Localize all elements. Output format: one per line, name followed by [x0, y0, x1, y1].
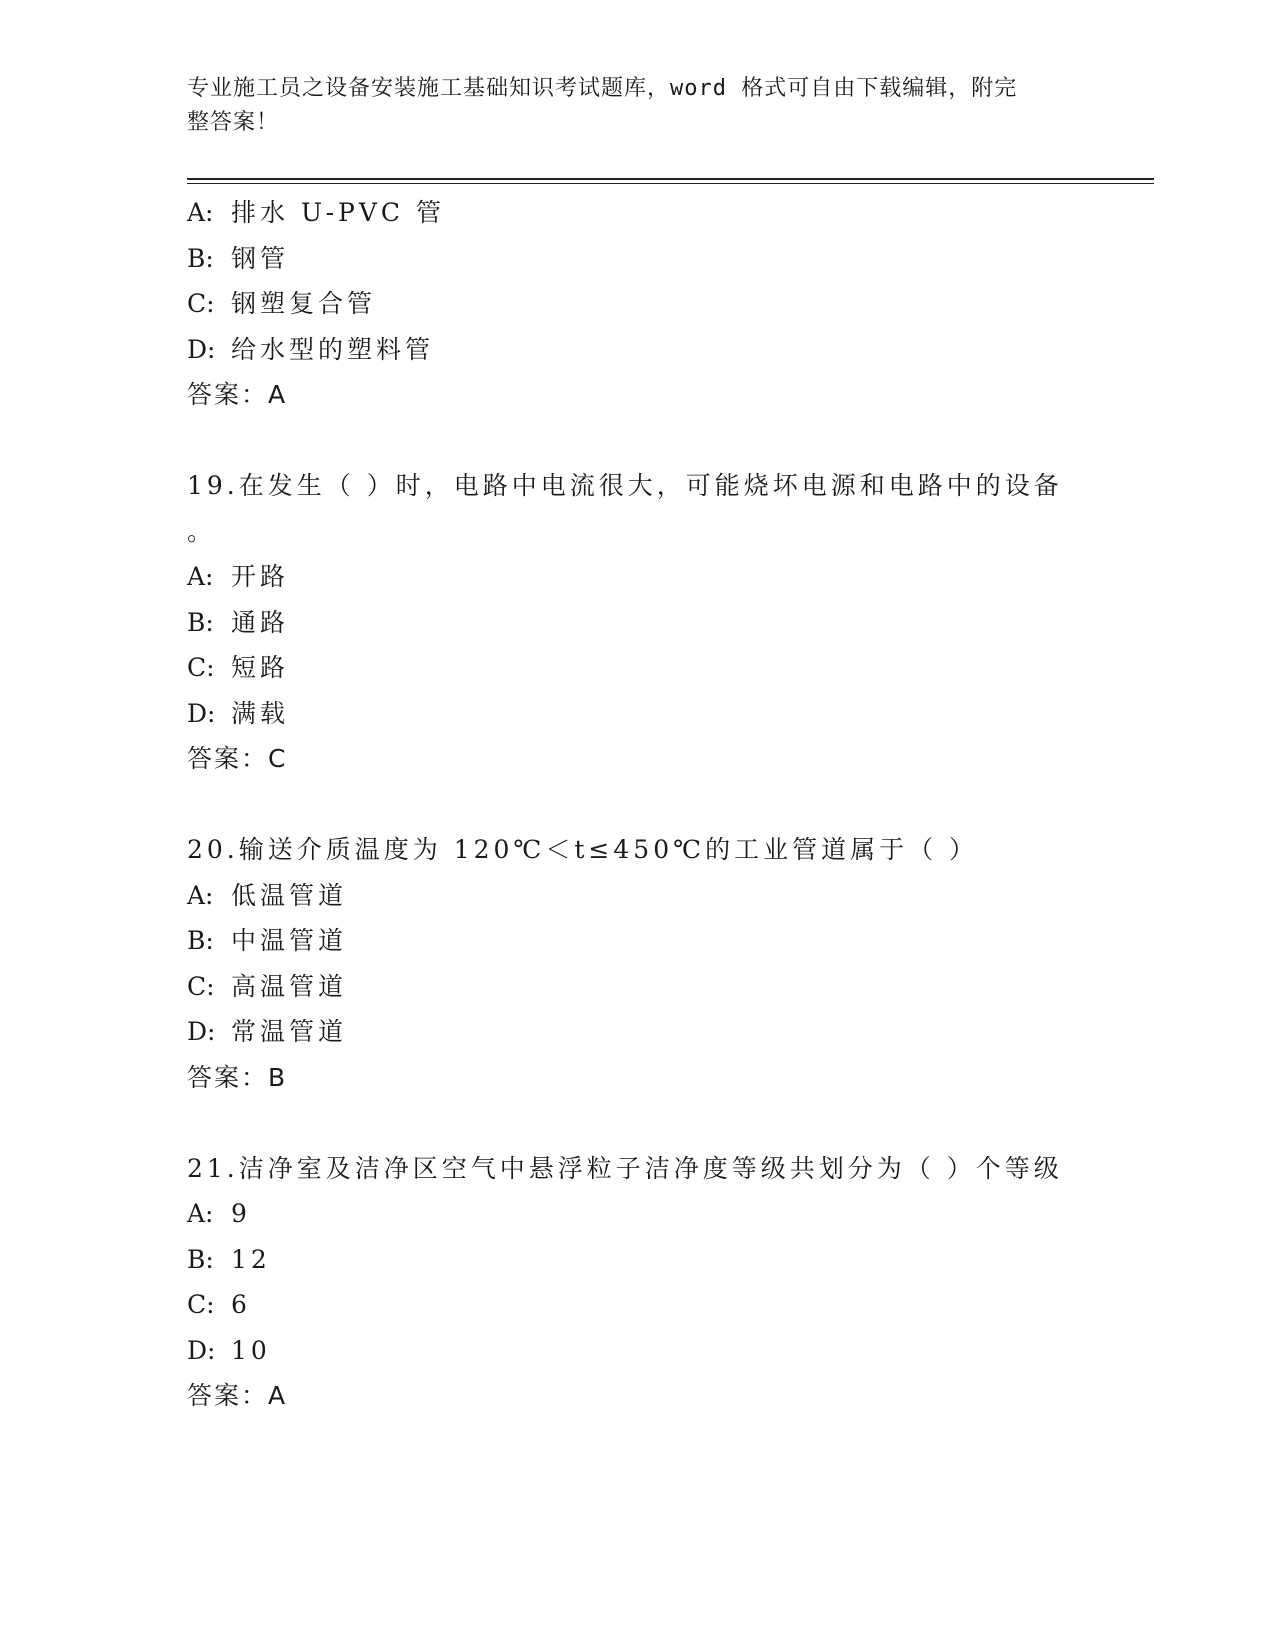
answer-line: 答案：C: [187, 744, 288, 773]
option-text: 钢塑复合管: [231, 289, 377, 318]
option-text: 高温管道: [231, 971, 348, 1001]
question-19: [187, 463, 1087, 782]
spacer: [187, 782, 1087, 828]
option-text: 满载: [231, 698, 290, 728]
option-text: 9: [231, 1199, 251, 1228]
question-21: [187, 1146, 1087, 1419]
option-letter: C:: [187, 289, 215, 318]
answer-line: 答案：B: [187, 1062, 288, 1092]
option-text: 开路: [231, 562, 290, 591]
option-letter: D:: [187, 334, 216, 364]
option-letter: B:: [187, 926, 214, 955]
option-text: 短路: [231, 653, 290, 682]
option-text: 6: [231, 1290, 251, 1319]
option-b: [187, 1237, 1087, 1283]
option-letter: B:: [187, 607, 214, 637]
option-b: [187, 600, 1087, 646]
header-divider: [187, 178, 1154, 184]
option-letter: C:: [187, 1290, 215, 1319]
question-18-options: [187, 190, 1087, 418]
option-text: 中温管道: [231, 926, 348, 955]
option-c: [187, 1282, 1087, 1328]
option-d: [187, 327, 1087, 373]
option-c: [187, 281, 1087, 327]
question-stem: 21.洁净室及洁净区空气中悬浮粒子洁净度等级共划分为（ ）个等级: [187, 1153, 1063, 1183]
option-letter: C:: [187, 653, 215, 682]
option-text: 10: [231, 1335, 271, 1365]
option-d: [187, 691, 1087, 737]
spacer: [187, 1100, 1087, 1146]
option-a: [187, 1191, 1087, 1237]
question-stem-continuation: 。: [187, 516, 213, 546]
option-a: [187, 190, 1087, 236]
option-c: [187, 964, 1087, 1010]
answer-line: 答案：A: [187, 380, 288, 409]
option-letter: B:: [187, 1244, 214, 1274]
option-text: 排水 U-PVC 管: [231, 198, 445, 227]
answer-line: 答案：A: [187, 1381, 288, 1410]
option-d: [187, 1009, 1087, 1055]
question-stem: 19.在发生（ ）时，电路中电流很大，可能烧坏电源和电路中的设备: [187, 471, 1063, 500]
option-letter: D:: [187, 698, 216, 728]
option-text: 常温管道: [231, 1017, 348, 1046]
option-letter: A:: [187, 198, 214, 227]
option-text: 低温管道: [231, 880, 348, 910]
question-list: [187, 190, 1087, 1419]
option-letter: D:: [187, 1335, 216, 1365]
option-text: 给水型的塑料管: [231, 334, 435, 364]
option-letter: C:: [187, 971, 215, 1001]
option-letter: B:: [187, 243, 214, 273]
option-c: [187, 645, 1087, 691]
option-letter: A:: [187, 1199, 214, 1228]
document-header: [187, 72, 1067, 140]
option-b: [187, 918, 1087, 964]
question-stem: 20.输送介质温度为 120℃＜t≤450℃的工业管道属于（ ）: [187, 835, 979, 864]
option-text: 通路: [231, 607, 290, 637]
header-line-1: 专业施工员之设备安装施工基础知识考试题库，word 格式可自由下载编辑，附完: [187, 76, 1018, 101]
option-text: 钢管: [231, 243, 290, 273]
option-d: [187, 1328, 1087, 1374]
option-a: [187, 873, 1087, 919]
option-text: 12: [231, 1244, 271, 1274]
question-20: [187, 827, 1087, 1100]
option-letter: D:: [187, 1017, 216, 1046]
option-letter: A:: [187, 880, 214, 910]
option-b: [187, 236, 1087, 282]
option-a: [187, 554, 1087, 600]
spacer: [187, 418, 1087, 464]
header-line-2: 整答案！: [187, 110, 280, 135]
option-letter: A:: [187, 562, 214, 591]
